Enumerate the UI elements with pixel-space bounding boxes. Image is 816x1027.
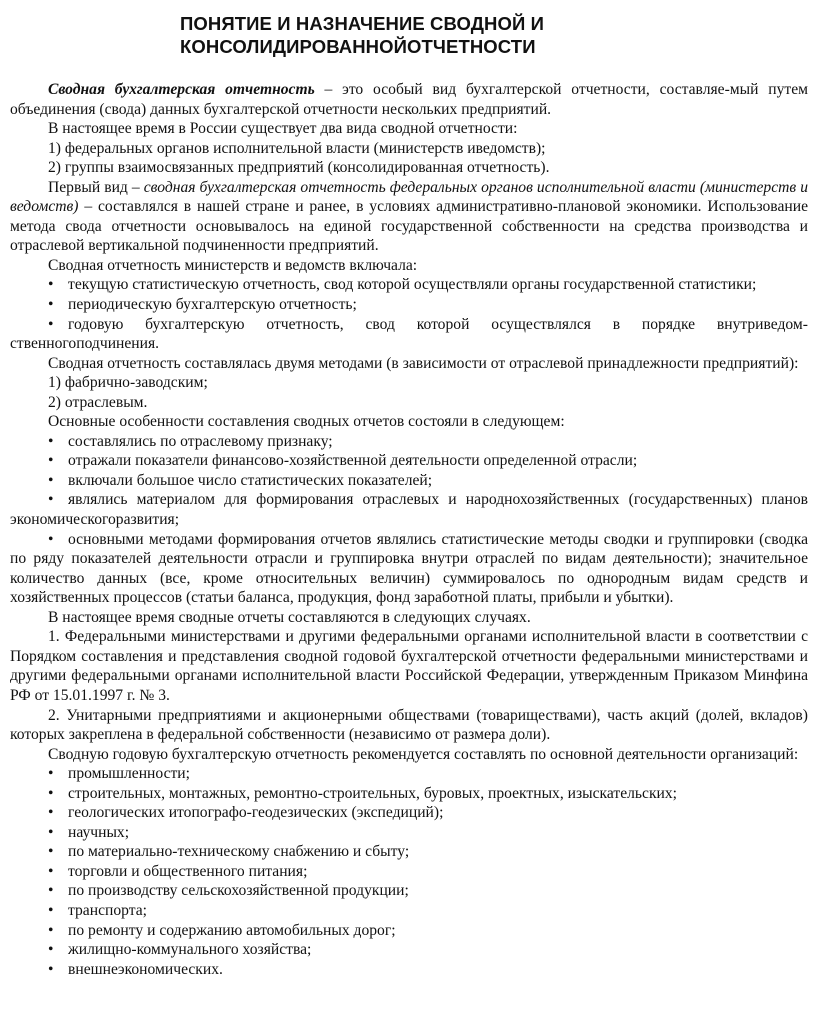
bullet-text: внешнеэкономических. bbox=[68, 960, 223, 978]
bullet-item bbox=[10, 862, 808, 882]
bullet-glyph: • bbox=[48, 315, 54, 333]
bullet-text: периодическую бухгалтерскую отчетность; bbox=[68, 296, 357, 314]
bullet-glyph: • bbox=[48, 823, 54, 841]
title-line-2: КОНСОЛИДИРОВАННОЙОТЧЕТНОСТИ bbox=[180, 36, 536, 57]
bullet-text: основными методами формирования отчетов являлись статистические методы сводки и группировки (сводка по ряду показателей деятельности отрасли и группировка внутри отраслей по видам деятельности); значительное количество данных (все, кроме относительных величин) суммировалось по однородным видам средств и хозяйственных процессов (статьи баланса, продукция, фонд заработной платы, прибыли и убытки). bbox=[10, 530, 808, 607]
bullet-text: по материально-техническому снабжению и сбыту; bbox=[68, 843, 410, 861]
bullet-text: строительных, монтажных, ремонтно-строительных, буровых, проектных, изыскательских; bbox=[68, 784, 678, 802]
paragraph-recommendation: Сводную годовую бухгалтерскую отчетность рекомендуется составлять по основной деятельности организаций: bbox=[48, 745, 799, 763]
list-item: 1) федеральных органов исполнительной власти (министерств иведомств); bbox=[48, 139, 546, 157]
bullet-item bbox=[10, 432, 808, 452]
bullet-text: геологических итопографо-геодезических (экспедиций); bbox=[68, 804, 444, 822]
bullet-item bbox=[10, 471, 808, 491]
bullet-text: являлись материалом для формирования отраслевых и народнохозяйственных (государственных) планов экономическогоразвития; bbox=[10, 491, 808, 529]
bullet-item bbox=[10, 901, 808, 921]
bullet-text: составлялись по отраслевому признаку; bbox=[68, 432, 333, 450]
bullet-text: текущую статистическую отчетность, свод которой осуществляли органы государственной статистики; bbox=[68, 276, 757, 294]
document-body bbox=[10, 80, 808, 979]
paragraph-methods: Сводная отчетность составлялась двумя методами (в зависимости от отраслевой принадлежности предприятий): bbox=[48, 354, 799, 372]
bullet-text: промышленности; bbox=[68, 765, 190, 783]
bullet-item bbox=[10, 530, 808, 608]
text-run: – составлялся в нашей стране и ранее, в условиях административно-плановой экономики. Использование метода свода отчетности основывалось на единой государственной собственности на средства производства и отраслевой вертикальной подчиненности предприятий. bbox=[10, 198, 808, 255]
bullet-glyph: • bbox=[48, 941, 54, 959]
bullet-glyph: • bbox=[48, 784, 54, 802]
bullet-glyph: • bbox=[48, 765, 54, 783]
paragraph-included: Сводная отчетность министерств и ведомств включала: bbox=[48, 256, 418, 274]
bullet-glyph: • bbox=[48, 804, 54, 822]
paragraph-first-type bbox=[10, 178, 808, 256]
bullet-text: по ремонту и содержанию автомобильных дорог; bbox=[68, 921, 396, 939]
bullet-item bbox=[10, 842, 808, 862]
bullet-text: годовую бухгалтерскую отчетность, свод которой осуществлялся в порядке внутриведом-ственногоподчинения. bbox=[10, 315, 808, 353]
bullet-text: научных; bbox=[68, 823, 130, 841]
bullet-item bbox=[10, 315, 808, 354]
bullet-text: жилищно-коммунального хозяйства; bbox=[68, 941, 312, 959]
bullet-glyph: • bbox=[48, 960, 54, 978]
bullet-text: торговли и общественного питания; bbox=[68, 862, 308, 880]
bullet-glyph: • bbox=[48, 276, 54, 294]
bullet-item bbox=[10, 275, 808, 295]
bullet-glyph: • bbox=[48, 862, 54, 880]
bullet-text: отражали показатели финансово-хозяйственной деятельности определенной отрасли; bbox=[68, 452, 638, 470]
bullet-glyph: • bbox=[48, 901, 54, 919]
bullet-glyph: • bbox=[48, 296, 54, 314]
bullet-text: по производству сельскохозяйственной продукции; bbox=[68, 882, 409, 900]
bullet-item bbox=[10, 764, 808, 784]
bullet-glyph: • bbox=[48, 530, 54, 548]
definition-text: – это особый вид бухгалтерской отчетности, составляе-мый путем объединения (свода) данных бухгалтерской отчетности нескольких предприятий. bbox=[10, 81, 809, 118]
list-item: 1) фабрично-заводским; bbox=[48, 374, 208, 392]
paragraph-types-intro: В настоящее время в России существует два вида сводной отчетности: bbox=[48, 120, 518, 138]
list-item: 2) отраслевым. bbox=[48, 393, 148, 411]
emphasized-text: сводная бухгалтерская отчетность федеральных органов исполнительной власти (министерств и ведомств) bbox=[10, 178, 808, 216]
bullet-glyph: • bbox=[48, 452, 54, 470]
bullet-glyph: • bbox=[48, 471, 54, 489]
bullet-glyph: • bbox=[48, 491, 54, 509]
paragraph-features: Основные особенности составления сводных отчетов состояли в следующем: bbox=[48, 413, 565, 431]
bullet-text: транспорта; bbox=[68, 901, 147, 919]
bullet-glyph: • bbox=[48, 843, 54, 861]
defined-term: Сводная бухгалтерская отчетность bbox=[48, 81, 315, 98]
bullet-item bbox=[10, 823, 808, 843]
paragraph-current-cases: В настоящее время сводные отчеты составляются в следующих случаях. bbox=[48, 608, 531, 626]
bullet-text: включали большое число статистических показателей; bbox=[68, 471, 433, 489]
bullet-item bbox=[10, 784, 808, 804]
bullet-item bbox=[10, 940, 808, 960]
bullet-item bbox=[10, 921, 808, 941]
numbered-paragraph: 1. Федеральными министерствами и другими федеральными органами исполнительной власти в соответствии с Порядком составления и представления сводной годовой бухгалтерской отчетности федеральными министерствами и другими федеральными органами исполнительной власти Российской Федерации, утвержденным Приказом Минфина РФ от 15.01.1997 г. № 3. bbox=[10, 628, 808, 704]
list-item: 2) группы взаимосвязанных предприятий (консолидированная отчетность). bbox=[48, 159, 550, 177]
title-line-1: ПОНЯТИЕ И НАЗНАЧЕНИЕ СВОДНОЙ И bbox=[180, 13, 545, 34]
bullet-glyph: • bbox=[48, 432, 54, 450]
bullet-item bbox=[10, 295, 808, 315]
bullet-item bbox=[10, 960, 808, 980]
bullet-item bbox=[10, 803, 808, 823]
bullet-glyph: • bbox=[48, 921, 54, 939]
bullet-item bbox=[10, 490, 808, 529]
bullet-item bbox=[10, 881, 808, 901]
bullet-item bbox=[10, 451, 808, 471]
numbered-paragraph: 2. Унитарными предприятиями и акционерными обществами (товариществами), часть акций (долей, вкладов) которых закреплена в федеральной собственности (независимо от размера доли). bbox=[10, 706, 808, 744]
text-run: Первый вид – bbox=[48, 178, 144, 196]
document-title bbox=[180, 12, 808, 58]
bullet-glyph: • bbox=[48, 882, 54, 900]
paragraph-definition bbox=[10, 80, 808, 119]
